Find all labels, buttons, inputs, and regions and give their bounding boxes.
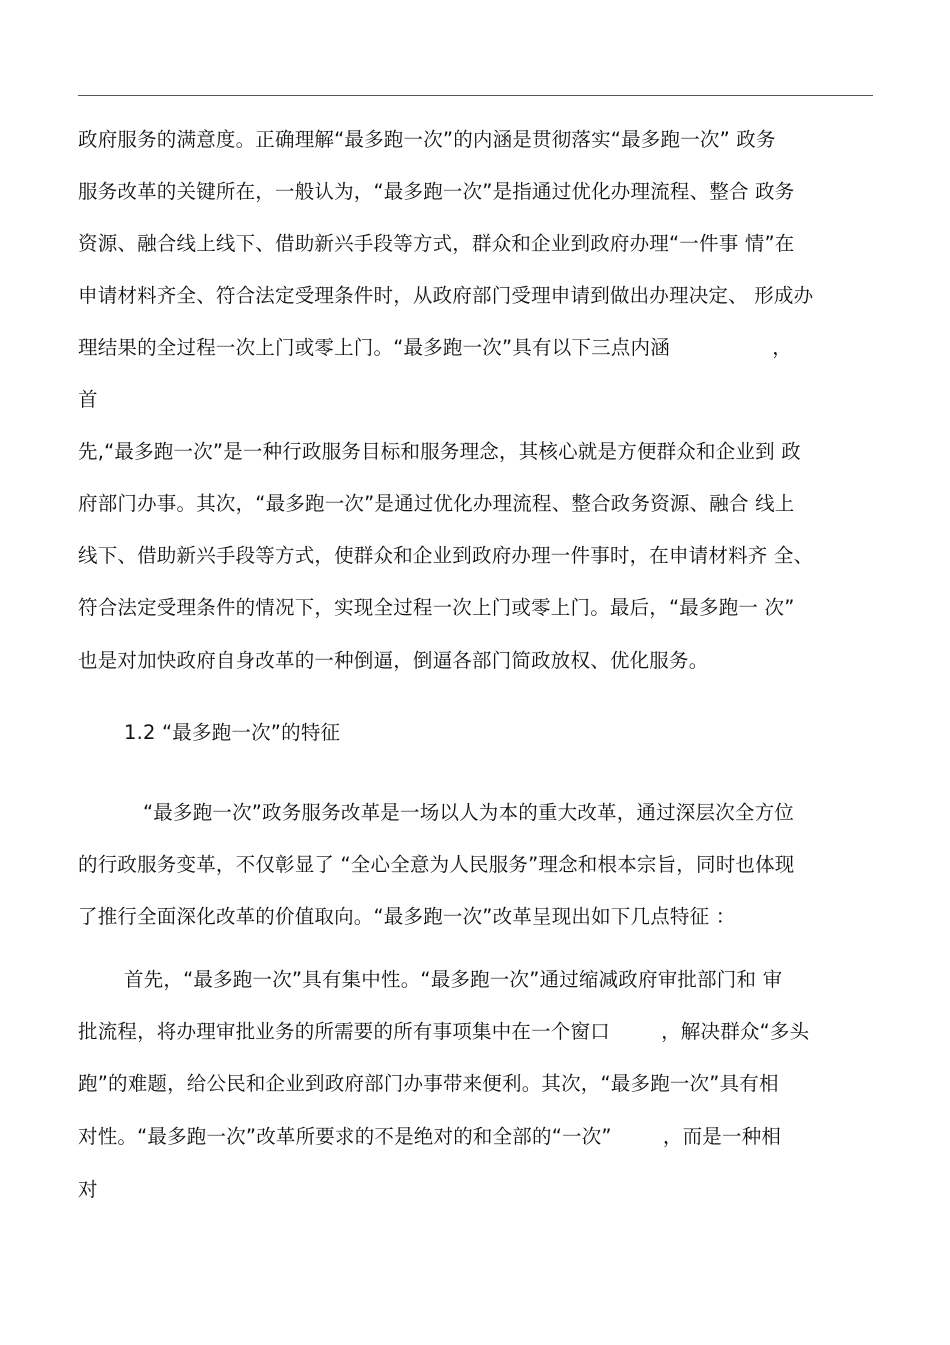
header-rule (78, 95, 873, 96)
paragraph-line: 府部门办事。其次，“最多跑一次”是通过优化办理流程、整合政务资源、融合 线上 (78, 492, 795, 515)
paragraph-line: 批流程，将办理审批业务的所需要的所有事项集中在一个窗口 ，解决群众“多头 (78, 1020, 810, 1043)
paragraph-line: 首先，“最多跑一次”具有集中性。“最多跑一次”通过缩减政府审批部门和 审 (124, 968, 783, 991)
section-heading: 1.2 “最多跑一次”的特征 (124, 721, 341, 744)
paragraph-line: 先,“最多跑一次”是一种行政服务目标和服务理念，其核心就是方便群众和企业到 政 (78, 440, 801, 463)
paragraph-line: 线下、借助新兴手段等方式，使群众和企业到政府办理一件事时，在申请材料齐 全、 (78, 544, 814, 567)
paragraph-line: 对 (78, 1178, 98, 1201)
paragraph-line: 申请材料齐全、符合法定受理条件时，从政府部门受理申请到做出办理决定、 形成办 (78, 284, 814, 307)
paragraph-line: 资源、融合线上线下、借助新兴手段等方式，群众和企业到政府办理“一件事 情”在 (78, 232, 795, 255)
paragraph-line: 也是对加快政府自身改革的一种倒逼，倒逼各部门简政放权、优化服务。 (78, 649, 709, 672)
paragraph-line: 理结果的全过程一次上门或零上门。“最多跑一次”具有以下三点内涵 ， (78, 336, 792, 359)
paragraph-line: “最多跑一次”政务服务改革是一场以人为本的重大改革，通过深层次全方位 (143, 801, 795, 824)
paragraph-line: 的行政服务变革，不仅彰显了 “全心全意为人民服务”理念和根本宗旨，同时也体现 (78, 853, 795, 876)
paragraph-line: 对性。“最多跑一次”改革所要求的不是绝对的和全部的“一次” ，而是一种相 (78, 1125, 782, 1148)
paragraph-line: 服务改革的关键所在，一般认为，“最多跑一次”是指通过优化办理流程、整合 政务 (78, 180, 795, 203)
paragraph-line: 符合法定受理条件的情况下，实现全过程一次上门或零上门。最后，“最多跑一 次” (78, 596, 795, 619)
paragraph-line: 了推行全面深化改革的价值取向。“最多跑一次”改革呈现出如下几点特征 ： (78, 905, 736, 928)
paragraph-line: 政府服务的满意度。正确理解“最多跑一次”的内涵是贯彻落实“最多跑一次” 政务 (78, 128, 776, 151)
paragraph-line: 跑”的难题，给公民和企业到政府部门办事带来便利。其次，“最多跑一次”具有相 (78, 1072, 779, 1095)
paragraph-line: 首 (78, 388, 98, 411)
